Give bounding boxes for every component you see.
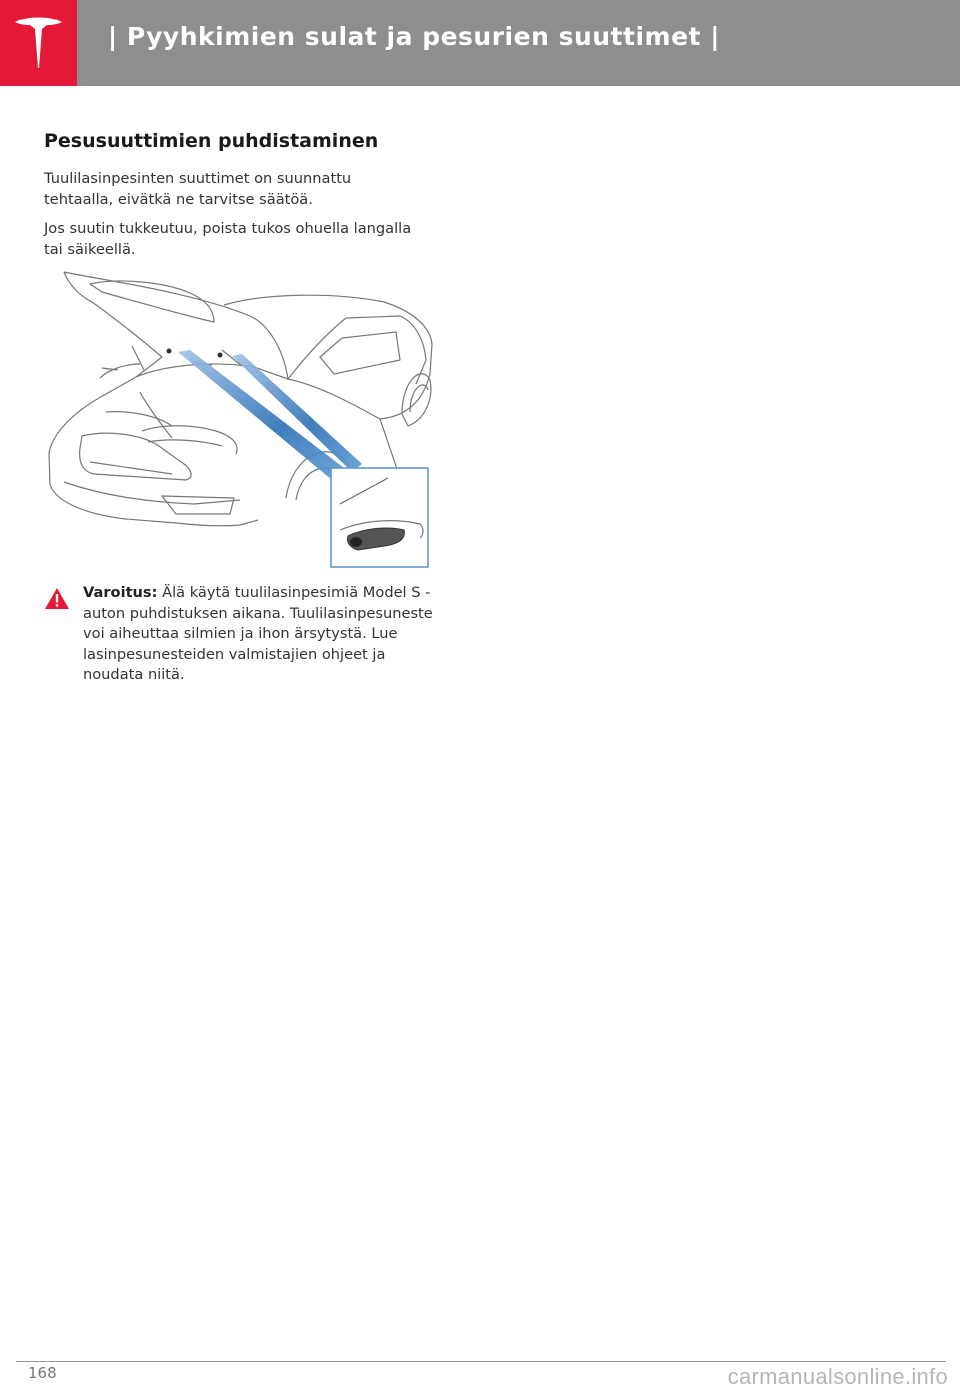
paragraph-nozzle-alignment: Tuulilasinpesinten suuttimet on suunnattu tehtaalla, eivätkä ne tarvitse säätöä.	[44, 170, 352, 208]
warning-text	[83, 583, 433, 686]
page-header	[0, 0, 960, 86]
logo-box	[0, 0, 77, 86]
paragraph-clog-removal: Jos suutin tukkeutuu, poista tukos ohuella langalla tai säikeellä.	[44, 220, 412, 258]
warning-label: Varoitus:	[83, 584, 158, 601]
warning-body: Älä käytä tuulilasinpesimiä Model S -auton puhdistuksen aikana. Tuulilasinpesuneste voi aiheuttaa silmien ja ihon ärsytystä. Lue lasinpesunesteiden valmistajien ohjeet ja noudata niitä.	[83, 584, 433, 684]
warning-triangle-icon	[44, 587, 70, 610]
section-title: Pesusuuttimien puhdistaminen	[44, 130, 379, 152]
page-number: 168	[28, 1364, 57, 1382]
car-washer-nozzle-illustration	[44, 268, 436, 570]
watermark: carmanualsonline.info	[727, 1364, 948, 1389]
tesla-logo-icon	[12, 14, 65, 70]
footer-divider	[16, 1361, 946, 1362]
chapter-title: | Pyyhkimien sulat ja pesurien suuttimet |	[108, 22, 720, 51]
